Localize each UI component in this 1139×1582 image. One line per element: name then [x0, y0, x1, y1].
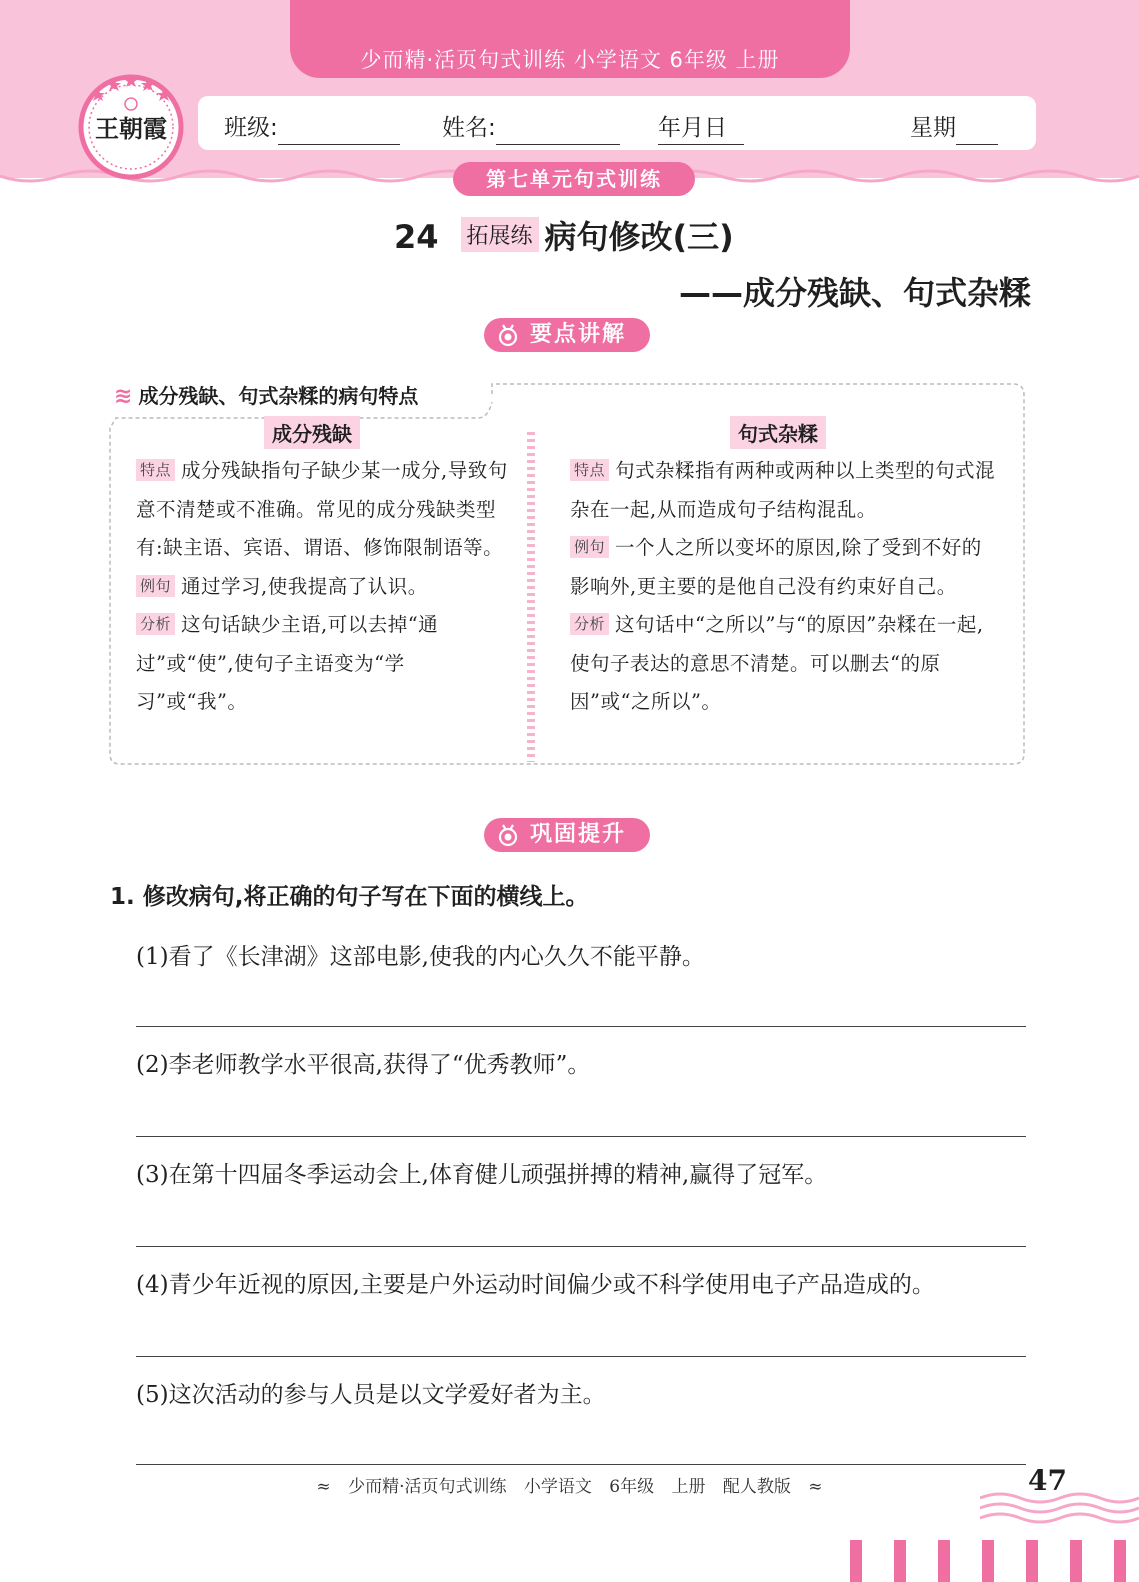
example-tag: 例句: [570, 536, 609, 558]
section-title-practice: 巩固提升: [530, 822, 627, 847]
lesson-title-text: 病句修改(三): [544, 218, 734, 256]
answer-line-2[interactable]: [136, 1136, 1026, 1137]
weekday-field[interactable]: [910, 109, 956, 142]
book-title: 少而精·活页句式训练 小学语文 6年级 上册: [360, 48, 780, 72]
left-analysis: [136, 606, 508, 722]
weekday-label: 星期: [910, 115, 956, 141]
date-field[interactable]: [658, 109, 727, 142]
left-analysis-text: 这句话缺少主语,可以去掉“通过”或“使”,使句子主语变为“学习”或“我”。: [136, 613, 439, 713]
right-feature-text: 句式杂糅指有两种或两种以上类型的句式混杂在一起,从而造成句子结构混乱。: [570, 459, 996, 521]
exercise-item-3: (3)在第十四届冬季运动会上,体育健儿顽强拼搏的精神,赢得了冠军。: [136, 1162, 828, 1188]
name-label: 姓名:: [442, 115, 496, 141]
class-blank[interactable]: [278, 122, 400, 145]
publisher-logo: [78, 74, 184, 180]
year-label: 年: [658, 115, 681, 141]
analysis-tag: 分析: [136, 613, 175, 635]
weekday-blank[interactable]: [956, 122, 998, 145]
lesson-subtitle: ——成分残缺、句式杂糅: [678, 274, 1031, 312]
feature-tag: 特点: [570, 459, 609, 481]
left-example-text: 通过学习,使我提高了认识。: [181, 574, 428, 598]
exercise-item-4: (4)青少年近视的原因,主要是户外运动时间偏少或不科学使用电子产品造成的。: [136, 1272, 935, 1298]
answer-line-5[interactable]: [136, 1464, 1026, 1465]
keypoints-heading-text: 成分残缺、句式杂糅的病句特点: [138, 384, 419, 408]
analysis-tag: 分析: [570, 613, 609, 635]
exercise-item-1: (1)看了《长津湖》这部电影,使我的内心久久不能平静。: [136, 944, 705, 970]
answer-line-3[interactable]: [136, 1246, 1026, 1247]
left-feature-text: 成分残缺指句子缺少某一成分,导致句意不清楚或不准确。常见的成分残缺类型有:缺主语、宾语、谓语、修饰限制语等。: [136, 459, 508, 559]
right-column-text: [570, 452, 998, 722]
question-1: 1. 修改病句,将正确的句子写在下面的横线上。: [110, 884, 589, 910]
page-wave-decoration: [980, 1490, 1139, 1524]
section-pill-keypoints: [484, 318, 650, 352]
student-info-box: [198, 96, 1036, 150]
lesson-title: [394, 212, 734, 258]
wave-icon: ≋: [114, 384, 133, 409]
right-example-text: 一个人之所以变坏的原因,除了受到不好的影响外,更主要的是他自己没有约束好自己。: [570, 536, 982, 598]
column-divider: [527, 432, 535, 762]
month-label: 月: [681, 115, 704, 141]
answer-line-4[interactable]: [136, 1356, 1026, 1357]
name-blank[interactable]: [496, 122, 620, 145]
section-pill-practice: [484, 818, 650, 852]
right-column-title: 句式杂糅: [730, 416, 826, 449]
medal-icon: [496, 823, 520, 847]
day-blank[interactable]: [704, 122, 744, 145]
keypoints-heading: [114, 380, 418, 409]
corner-stripes-decoration: [846, 1540, 1139, 1582]
lesson-number: 24: [394, 218, 439, 256]
name-field[interactable]: [442, 109, 496, 142]
lesson-type-tag: 拓展练: [461, 217, 539, 252]
logo-text: 王朝霞: [95, 114, 167, 143]
feature-tag: 特点: [136, 459, 175, 481]
example-tag: 例句: [136, 575, 175, 597]
class-field[interactable]: [224, 109, 278, 142]
left-column-text: [136, 452, 508, 722]
exercise-item-5: (5)这次活动的参与人员是以文学爱好者为主。: [136, 1382, 606, 1408]
class-label: 班级:: [224, 115, 278, 141]
footer-text: ≈ 少而精·活页句式训练 小学语文 6年级 上册 配人教版 ≈: [316, 1477, 823, 1497]
section-title-keypoints: 要点讲解: [530, 322, 627, 347]
right-feature: [570, 452, 998, 529]
medal-icon: [496, 323, 520, 347]
page-number: 47: [1028, 1464, 1067, 1497]
unit-badge: 第七单元句式训练: [453, 162, 695, 196]
day-label: 日: [704, 115, 727, 141]
left-column-title: 成分残缺: [264, 416, 360, 449]
left-feature: [136, 452, 508, 568]
answer-line-1[interactable]: [136, 1026, 1026, 1027]
left-example: [136, 568, 508, 607]
right-analysis: [570, 606, 998, 722]
right-analysis-text: 这句话中“之所以”与“的原因”杂糅在一起,使句子表达的意思不清楚。可以删去“的原因”或“之所以”。: [570, 613, 984, 713]
right-example: [570, 529, 998, 606]
exercise-item-2: (2)李老师教学水平很高,获得了“优秀教师”。: [136, 1052, 591, 1078]
